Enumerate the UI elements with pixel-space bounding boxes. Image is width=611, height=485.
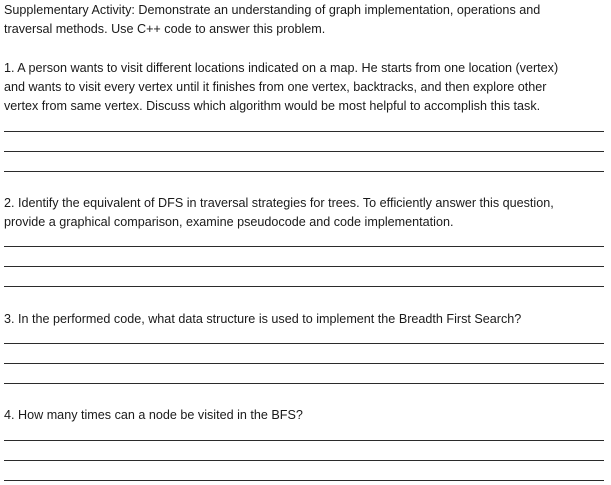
- answer-line-4c[interactable]: [4, 480, 604, 481]
- question-1-line-3: vertex from same vertex. Discuss which algorithm would be most helpful to accomplish this task.: [4, 99, 541, 113]
- intro-text: [4, 1, 608, 39]
- answer-line-3c[interactable]: [4, 383, 604, 384]
- question-1-line-1: 1. A person wants to visit different locations indicated on a map. He starts from one location (vertex): [4, 61, 559, 75]
- question-3-line-1: 3. In the performed code, what data structure is used to implement the Breadth First Search?: [4, 312, 522, 326]
- intro-line-1: Supplementary Activity: Demonstrate an understanding of graph implementation, operations and: [4, 3, 541, 17]
- answer-line-3b[interactable]: [4, 363, 604, 364]
- answer-line-2c[interactable]: [4, 286, 604, 287]
- question-2-line-1: 2. Identify the equivalent of DFS in traversal strategies for trees. To efficiently answer this question,: [4, 196, 554, 210]
- question-4-line-1: 4. How many times can a node be visited in the BFS?: [4, 408, 303, 422]
- answer-line-1c[interactable]: [4, 171, 604, 172]
- answer-line-1a[interactable]: [4, 131, 604, 132]
- question-3-text: [4, 310, 608, 329]
- answer-line-4a[interactable]: [4, 440, 604, 441]
- question-1-line-2: and wants to visit every vertex until it finishes from one vertex, backtracks, and then explore other: [4, 80, 547, 94]
- answer-line-1b[interactable]: [4, 151, 604, 152]
- answer-line-4b[interactable]: [4, 460, 604, 461]
- answer-line-2b[interactable]: [4, 266, 604, 267]
- answer-line-2a[interactable]: [4, 246, 604, 247]
- question-4-text: [4, 406, 608, 425]
- answer-line-3a[interactable]: [4, 343, 604, 344]
- question-1-text: [4, 59, 608, 116]
- intro-line-2: traversal methods. Use C++ code to answer this problem.: [4, 22, 326, 36]
- question-2-text: [4, 194, 608, 232]
- question-2-line-2: provide a graphical comparison, examine pseudocode and code implementation.: [4, 215, 454, 229]
